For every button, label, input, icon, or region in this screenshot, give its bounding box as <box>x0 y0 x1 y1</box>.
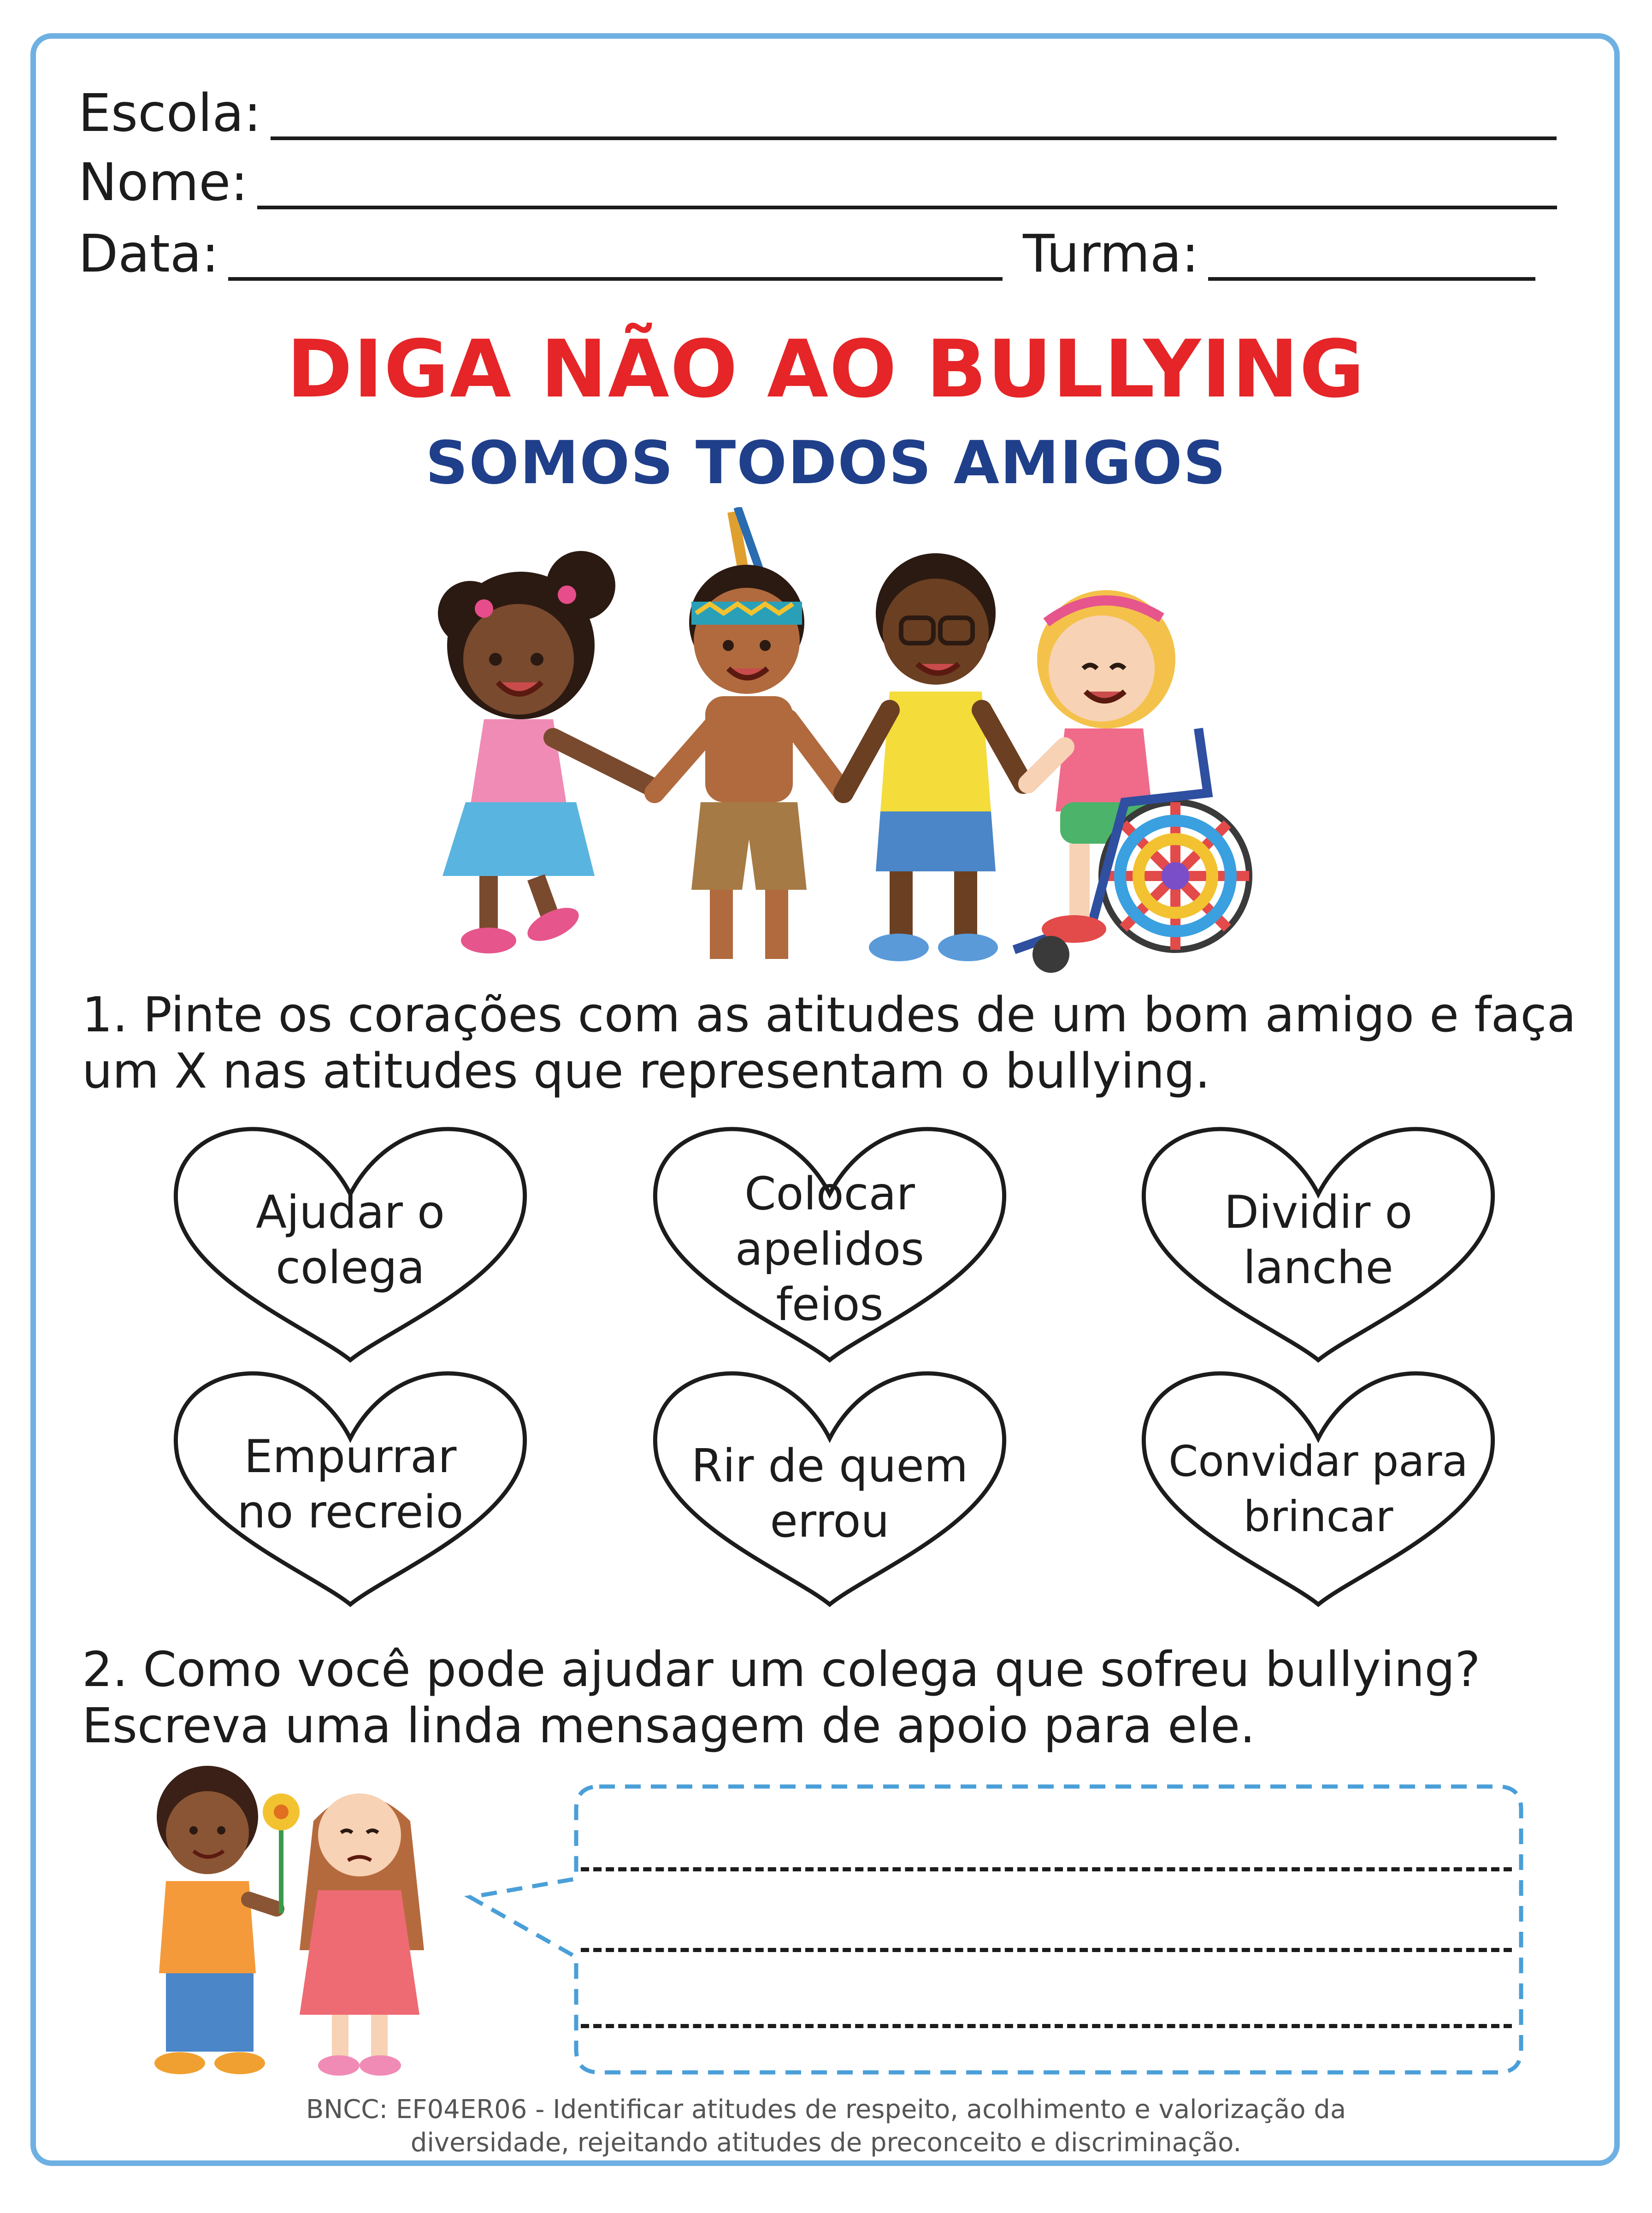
school-field[interactable] <box>78 74 1557 143</box>
heart-option-4-label: Empurrar no recreio <box>237 1431 464 1538</box>
heart-option-2-label: Colocar apelidos feios <box>735 1168 925 1331</box>
heart-option-1-label: Ajudar o colega <box>255 1186 445 1294</box>
heart-option-5-label: Rir de quem errou <box>691 1440 968 1548</box>
heart-option-6[interactable] <box>1134 1365 1503 1614</box>
heart-option-4[interactable] <box>166 1365 535 1614</box>
school-line[interactable] <box>271 136 1557 140</box>
answer-line-2[interactable] <box>581 1948 1512 1952</box>
answer-line-3[interactable] <box>581 2024 1512 2028</box>
bncc-footer: BNCC: EF04ER06 - Identificar atitudes de respeito, acolhimento e valorização da diversidade, rejeitando atitudes de preconceito e discriminação. <box>306 2095 1346 2158</box>
heart-option-3[interactable] <box>1134 1120 1503 1369</box>
page-title: DIGA NÃO AO BULLYING <box>286 323 1366 415</box>
heart-option-5[interactable] <box>645 1365 1014 1614</box>
date-line[interactable] <box>228 277 1003 281</box>
name-field[interactable] <box>78 143 1557 212</box>
name-label: Nome: <box>78 153 248 213</box>
heart-option-2[interactable] <box>645 1120 1014 1369</box>
boy-offering-flower-to-sad-girl-illustration <box>129 1757 461 2089</box>
class-label: Turma: <box>1023 224 1199 284</box>
boy-headband-figure <box>655 507 844 959</box>
name-line[interactable] <box>257 206 1557 209</box>
boy-glasses-figure <box>844 553 1023 961</box>
sad-girl-figure <box>300 1793 424 2076</box>
girl-curly-hair-figure <box>438 551 655 953</box>
page-subtitle: SOMOS TODOS AMIGOS <box>425 429 1227 497</box>
date-class-field[interactable] <box>78 214 1535 284</box>
answer-line-1[interactable] <box>581 1867 1512 1871</box>
question-1-text: 1. Pinte os corações com as atitudes de um bom amigo e faça um X nas atitudes que representam o bullying. <box>82 987 1576 1099</box>
heart-option-1[interactable] <box>166 1120 535 1369</box>
girl-wheelchair-figure <box>1014 590 1249 973</box>
children-holding-hands-illustration <box>415 507 1263 977</box>
dashed-speech-bubble <box>461 1777 1576 2082</box>
school-label: Escola: <box>78 83 261 143</box>
heart-option-6-label: Convidar para brincar <box>1168 1437 1468 1541</box>
class-line[interactable] <box>1208 277 1535 281</box>
question-2-text: 2. Como você pode ajudar um colega que sofreu bullying? Escreva uma linda mensagem de apoio para ele. <box>82 1641 1481 1754</box>
heart-option-3-label: Dividir o lanche <box>1224 1186 1413 1294</box>
boy-with-flower-figure <box>154 1766 300 2074</box>
date-label: Data: <box>78 224 219 284</box>
